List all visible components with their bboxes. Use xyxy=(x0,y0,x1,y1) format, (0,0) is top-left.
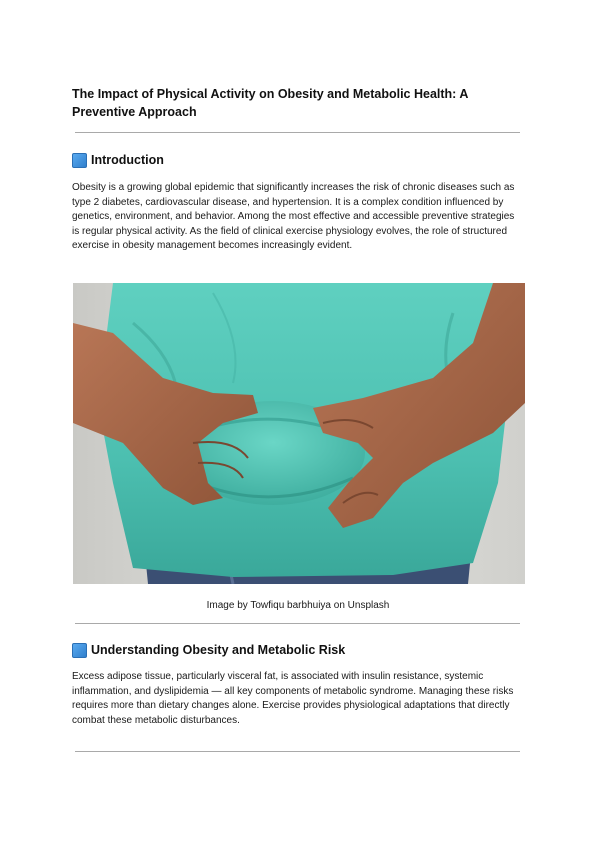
section-heading-introduction xyxy=(72,152,164,168)
understanding-paragraph: Excess adipose tissue, particularly visceral fat, is associated with insulin resistance, systemic inflammation, and dyslipidemia — all key components of metabolic syndrome. Managing these risks requires more than dietary changes alone. Exercise provides physiological adaptations that directly combat these metabolic disturbances. xyxy=(72,671,514,726)
section-heading-text: Understanding Obesity and Metabolic Risk xyxy=(91,643,346,657)
image-caption: Image by Towfiqu barbhuiya on Unsplash xyxy=(206,600,390,611)
section-heading-understanding xyxy=(72,642,345,658)
divider xyxy=(75,132,520,133)
blue-square-icon xyxy=(72,153,87,168)
blue-square-icon xyxy=(72,643,87,658)
intro-paragraph: Obesity is a growing global epidemic that significantly increases the risk of chronic diseases such as type 2 diabetes, cardiovascular disease, and hypertension. It is a complex condition influenced by genetics, environment, and behavior. Among the most effective and accessible preventive strategies is regular physical activity. As the field of clinical exercise physiology evolves, the role of structured exercise in obesity management becomes increasingly evident. xyxy=(72,182,515,251)
abdomen-photo xyxy=(73,283,525,584)
divider xyxy=(75,751,520,752)
divider xyxy=(75,623,520,624)
document-title: The Impact of Physical Activity on Obesity and Metabolic Health: A Preventive Approach xyxy=(72,87,468,119)
section-heading-text: Introduction xyxy=(91,153,164,167)
